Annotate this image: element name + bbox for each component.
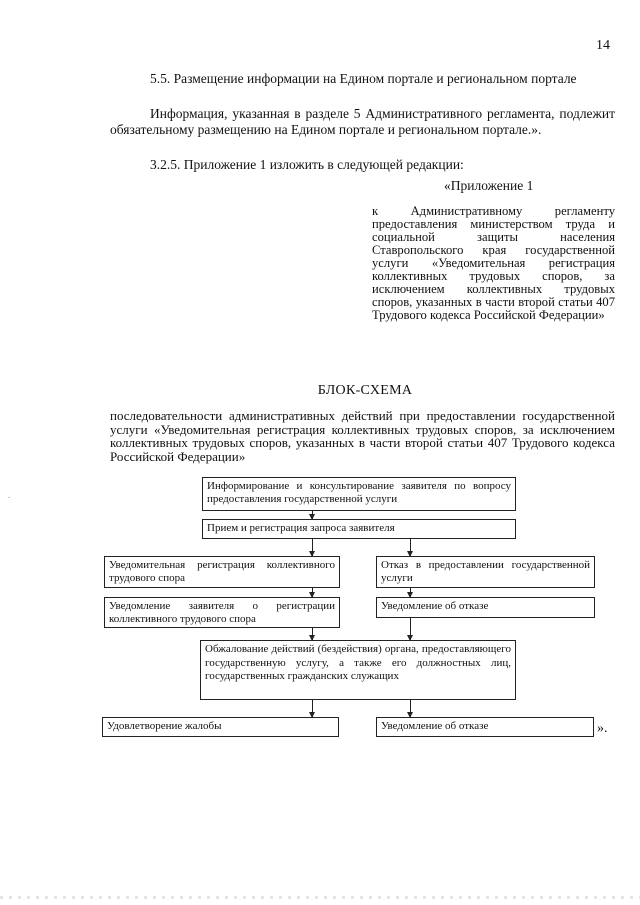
box-notify-registration: Уведомление заявителя о регистрации коллективного трудового спора xyxy=(104,597,340,628)
box-registration: Уведомительная регистрация коллективного трудового спора xyxy=(104,556,340,588)
box-reception: Прием и регистрация запроса заявителя xyxy=(202,519,516,539)
box-informing: Информирование и консультирование заявителя по вопросу предоставления государственной услуги xyxy=(202,477,516,511)
scheme-title: БЛОК-СХЕМА xyxy=(317,383,413,398)
arrow-down-icon xyxy=(312,511,313,519)
scan-artifact xyxy=(0,896,640,899)
box-notify-refusal-final: Уведомление об отказе xyxy=(376,717,594,737)
paragraph-5-5: 5.5. Размещение информации на Едином портале и региональном портале xyxy=(150,71,577,86)
arrow-down-icon xyxy=(312,539,313,556)
closing-quote: ». xyxy=(597,721,608,736)
appendix-body: к Административному регламенту предоставления министерством труда и социальной защиты населения Ставропольского края государственной услуги «Уведомительная регистрация коллективных трудовых споров, за исключением коллективных трудовых споров, указанных в части второй статьи 407 Трудового кодекса Российской Федерации» xyxy=(372,204,615,322)
scheme-subtitle: последовательности административных действий при предоставлении государственной услуги «Уведомительная регистрация коллективных трудовых споров, за исключением коллективных трудовых споров, указанных в части второй статьи 407 Трудового кодекса Российской Федерации» xyxy=(110,408,615,464)
appendix-title: «Приложение 1 xyxy=(444,178,534,193)
page-number: 14 xyxy=(596,38,610,53)
margin-mark: . xyxy=(8,490,11,500)
arrow-down-icon xyxy=(312,700,313,717)
box-notify-refusal: Уведомление об отказе xyxy=(376,597,595,618)
arrow-down-icon xyxy=(312,588,313,597)
arrow-down-icon xyxy=(410,588,411,597)
arrow-down-icon xyxy=(312,628,313,640)
paragraph-3-2-5: 3.2.5. Приложение 1 изложить в следующей редакции: xyxy=(150,157,464,172)
box-appeal: Обжалование действий (бездействия) органа, предоставляющего государственную услугу, а также его должностных лиц, государственных гражданских служащих xyxy=(200,640,516,700)
arrow-down-icon xyxy=(410,539,411,556)
arrow-down-icon xyxy=(410,618,411,640)
box-satisfaction: Удовлетворение жалобы xyxy=(102,717,339,737)
box-refusal: Отказ в предоставлении государственной услуги xyxy=(376,556,595,588)
arrow-down-icon xyxy=(410,700,411,717)
paragraph-information: Информация, указанная в разделе 5 Административного регламента, подлежит обязательному размещению на Едином портале и региональном портале.». xyxy=(110,106,615,137)
